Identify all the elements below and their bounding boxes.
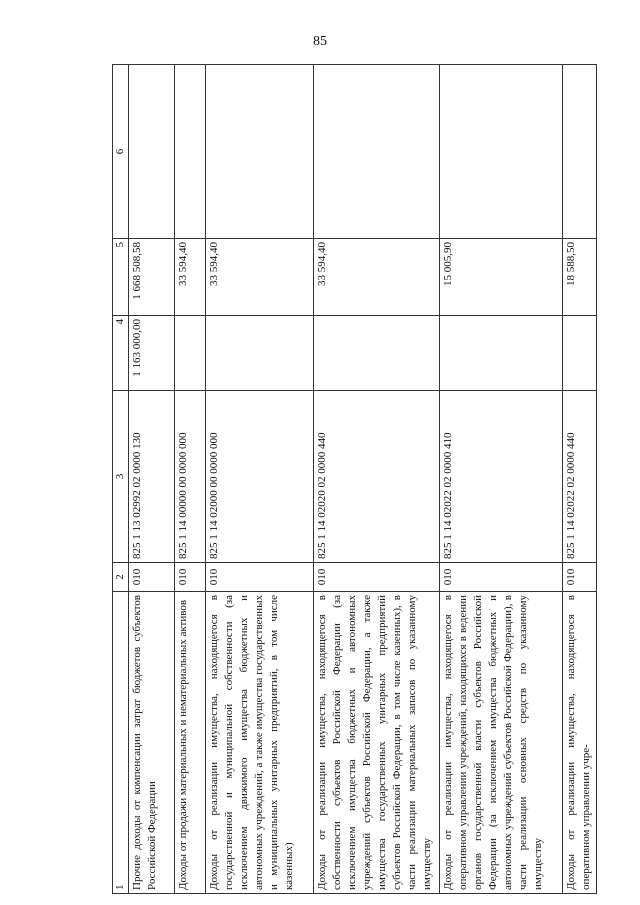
- row-col6: [563, 65, 597, 239]
- row-col4: [175, 316, 206, 391]
- rotated-table-container: [112, 64, 597, 894]
- header-col-4: 4: [113, 316, 129, 391]
- table-row: [129, 65, 175, 894]
- row-name: Доходы от реализации имущества, находящегося в государственной и муниципальной собственности (за исключением движимого имущества бюджетных и автономных учреждений, а также имущества государственных и муниципальных унитарных предприятий, в том числе казенных): [205, 592, 313, 894]
- row-name: Прочие доходы от компенсации затрат бюджетов субъектов Российской Федерации: [129, 592, 175, 894]
- row-col4: [439, 316, 562, 391]
- row-col5: 18 588,50: [563, 239, 597, 316]
- table-row: [313, 65, 439, 894]
- row-code: 010: [129, 563, 175, 592]
- row-col6: [313, 65, 439, 239]
- row-col5: 33 594,40: [175, 239, 206, 316]
- row-name: Доходы от реализации имущества, находящегося в собственности субъектов Российской Федерации (за исключением имущества бюджетных и автономных учреждений субъектов Российской Федерации, а также имущества государственных унитарных предприятий субъектов Российской Федерации, в том числе казенных), в части реализации материальных запасов по указанному имуществу: [313, 592, 439, 894]
- row-kbk: 825 1 14 02000 00 0000 000: [205, 391, 313, 563]
- header-col-1: 1: [113, 592, 129, 894]
- row-col5: 15 005,90: [439, 239, 562, 316]
- row-col6: [205, 65, 313, 239]
- header-col-3: 3: [113, 391, 129, 563]
- revenue-table: [112, 64, 597, 894]
- row-col4: [205, 316, 313, 391]
- row-code: 010: [439, 563, 562, 592]
- row-col5: 1 668 508,58: [129, 239, 175, 316]
- table-row: [205, 65, 313, 894]
- header-row: [113, 65, 129, 894]
- row-kbk: 825 1 14 02020 02 0000 440: [313, 391, 439, 563]
- header-col-2: 2: [113, 563, 129, 592]
- table-row: [439, 65, 562, 894]
- row-kbk: 825 1 13 02992 02 0000 130: [129, 391, 175, 563]
- row-code: 010: [313, 563, 439, 592]
- row-col6: [129, 65, 175, 239]
- row-col5: 33 594,40: [313, 239, 439, 316]
- table-row: [175, 65, 206, 894]
- row-name: Доходы от реализации имущества, находящегося в оперативном управлении учреждений, находящихся в ведении органов государственной власти субъектов Российской Федерации (за исключением имущества бюджетных и автономных учреждений субъектов Российской Федерации), в части реализации основных средств по указанному имуществу: [439, 592, 562, 894]
- table-row: [563, 65, 597, 894]
- header-col-5: 5: [113, 239, 129, 316]
- row-name: Доходы от продажи материальных и нематериальных активов: [175, 592, 206, 894]
- row-code: 010: [563, 563, 597, 592]
- row-code: 010: [175, 563, 206, 592]
- row-col4: [313, 316, 439, 391]
- row-col6: [439, 65, 562, 239]
- row-code: 010: [205, 563, 313, 592]
- row-col5: 33 594,40: [205, 239, 313, 316]
- row-col6: [175, 65, 206, 239]
- row-kbk: 825 1 14 02022 02 0000 440: [563, 391, 597, 563]
- row-kbk: 825 1 14 02022 02 0000 410: [439, 391, 562, 563]
- row-name: Доходы от реализации имущества, находящегося в оперативном управлении учре-: [563, 592, 597, 894]
- row-kbk: 825 1 14 00000 00 0000 000: [175, 391, 206, 563]
- page-number: 85: [313, 34, 327, 49]
- row-col4: [563, 316, 597, 391]
- header-col-6: 6: [113, 65, 129, 239]
- row-col4: 1 163 000,00: [129, 316, 175, 391]
